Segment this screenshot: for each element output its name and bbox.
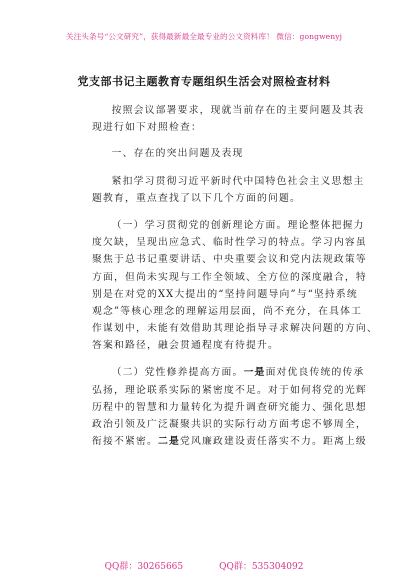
promo-banner [0, 4, 408, 68]
promo-text: 关注头条号“公文研究”，获得最新最全最专业的公文资料库！ 微信：gongwenyj [65, 31, 343, 41]
paragraph-line [92, 433, 367, 450]
paragraph-line: 按照会议部署要求，现就当前存在的主要问题及其表 [111, 105, 365, 116]
paragraph-line: 答案和路径，融会贯通程度有待提升。 [92, 340, 279, 352]
paragraph-line: 历程中的智慧和力量转化为提升调查研究能力、强化思想 [92, 401, 367, 413]
line-text: 党风廉政建设责任落实不力。距离上级 [179, 436, 367, 448]
paragraph-line: 作谋划中，未能有效借助其理论指导寻求解决问题的方向、 [92, 323, 378, 335]
paragraph-line: 观念”等核心理念的理解运用层面，尚不充分，在具体工 [92, 305, 363, 317]
paragraph-line [92, 364, 365, 381]
paragraph-line: 聚焦于总书记重要讲话、中央重要会议和党内法规政策等 [92, 254, 367, 266]
document-body [92, 102, 378, 450]
item-one-paragraph [92, 217, 378, 355]
document-title: 党支部书记主题教育专题组织生活会对照检查材料 [77, 75, 331, 88]
intro-paragraph [92, 102, 365, 136]
summary-paragraph [92, 173, 365, 207]
footer-contacts [0, 559, 408, 572]
point-one-marker: 一是 [243, 367, 266, 379]
paragraph-line: 政治引领及广泛凝聚共识的实际行动方面考虑不够周全， [92, 419, 367, 430]
paragraph-line: 度欠缺，呈现出应急式、临时性学习的特点。学习内容虽 [92, 237, 367, 249]
section-heading: 一、存在的突出问题及表现 [111, 148, 244, 160]
paragraph-line: 紧扣学习贯彻习近平新时代中国特色社会主义思想主 [111, 175, 365, 187]
point-two-marker: 二是 [157, 436, 180, 448]
paragraph-line: （一）学习贯彻党的创新理论方面。理论整体把握力 [111, 219, 365, 231]
paragraph-line: 现进行如下对照检查： [92, 122, 202, 134]
paragraph-line: 题教育，重点查找了以下几个方面的问题。 [92, 192, 301, 204]
paragraph-line: 别是在对党的XX大提出的“坚持问题导向”与“坚持系统 [92, 288, 358, 300]
paragraph-line: 弘扬，理论联系实际的紧密度不足。对于如何将党的光辉 [92, 384, 367, 396]
qq-group-1: QQ群：30265665 [104, 562, 184, 572]
item-two-heading: （二）党性修养提高方面。 [111, 367, 244, 379]
item-two-paragraph [92, 364, 367, 450]
qq-group-2: QQ群：535304092 [219, 562, 304, 572]
paragraph-line: 方面，但尚未实现与工作全领域、全方位的深度融合，特 [92, 271, 367, 283]
line-text: 面对优良传统的传承 [265, 367, 365, 379]
line-text: 衔接不紧密。 [92, 436, 158, 448]
